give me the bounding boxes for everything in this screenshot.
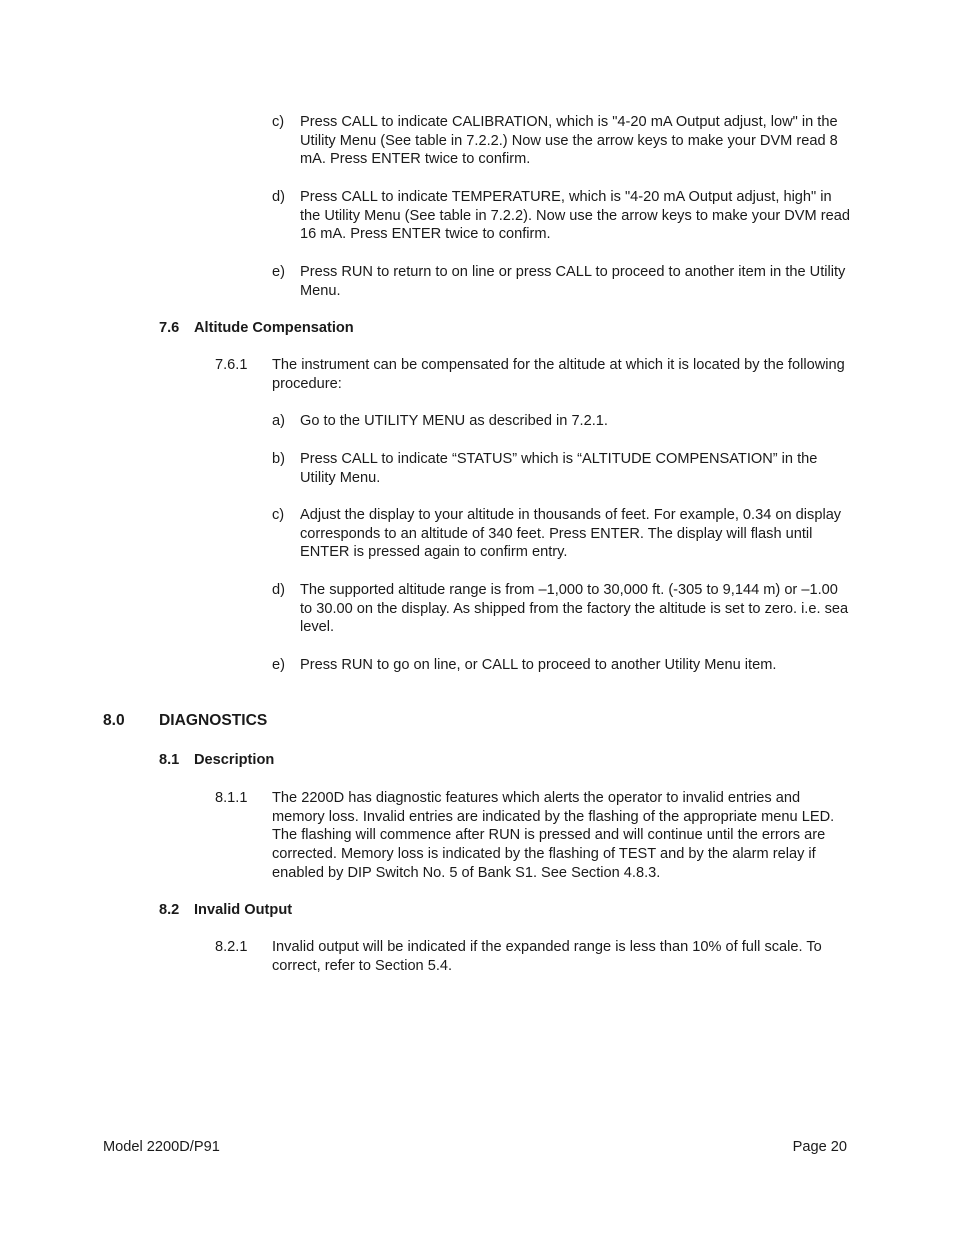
paragraph-number: 8.2.1: [215, 939, 248, 955]
footer-model: Model 2200D/P91: [103, 1139, 220, 1155]
section-title: Invalid Output: [194, 902, 293, 918]
item-label: e): [272, 657, 285, 673]
list-item: [272, 506, 852, 562]
item-label: a): [272, 413, 285, 429]
section-title: Description: [194, 752, 275, 768]
footer-page-number: Page 20: [792, 1139, 847, 1155]
item-text: Press CALL to indicate CALIBRATION, which is "4-20 mA Output adjust, low" in the Utility Menu (See table in 7.2.2.) Now use the arrow keys to make your DVM read 8 mA. Press ENTER twice to confirm.: [300, 114, 838, 168]
item-label: b): [272, 451, 285, 467]
item-label: d): [272, 582, 285, 598]
item-label: d): [272, 189, 285, 205]
paragraph-8-2-1: [215, 938, 855, 975]
item-text: Press CALL to indicate “STATUS” which is “ALTITUDE COMPENSATION” in the Utility Menu.: [300, 451, 818, 486]
item-text: Press CALL to indicate TEMPERATURE, which is "4-20 mA Output adjust, high" in the Utility Menu (See table in 7.2.2). Now use the arrow keys to make your DVM read 16 mA. Press ENTER twice to confirm.: [300, 189, 850, 243]
section-title: Altitude Compensation: [194, 320, 354, 336]
section-number: 7.6: [159, 320, 180, 336]
item-label: c): [272, 507, 285, 523]
section-heading-8-1: [159, 751, 274, 770]
item-text: Adjust the display to your altitude in thousands of feet. For example, 0.34 on display corresponds to an altitude of 340 feet. Press ENTER. The display will flash until ENTER is pressed again to confirm entry.: [300, 507, 842, 561]
paragraph-text: Invalid output will be indicated if the expanded range is less than 10% of full scale. To correct, refer to Section 5.4.: [272, 939, 822, 974]
section-number: 8.0: [103, 712, 125, 729]
section-number: 8.2: [159, 902, 180, 918]
list-item: [272, 450, 852, 487]
paragraph-number: 8.1.1: [215, 790, 248, 806]
section-title: DIAGNOSTICS: [159, 712, 268, 729]
item-label: c): [272, 114, 285, 130]
paragraph-8-1-1: [215, 789, 855, 883]
item-label: e): [272, 264, 285, 280]
item-text: Press RUN to go on line, or CALL to proceed to another Utility Menu item.: [300, 657, 777, 673]
paragraph-text: The 2200D has diagnostic features which alerts the operator to invalid entries and memory loss. Invalid entries are indicated by the flashing of the appropriate menu LED. The flashing will commence after RUN is pressed and will continue until the errors are corrected. Memory loss is indicated by the flashing of TEST and by the alarm relay if enabled by DIP Switch No. 5 of Bank S1. See Section 4.8.3.: [272, 790, 835, 881]
list-item: [272, 581, 852, 637]
paragraph-text: The instrument can be compensated for the altitude at which it is located by the following procedure:: [272, 357, 845, 392]
list-item: [272, 412, 852, 431]
section-heading-7-6: [159, 319, 354, 338]
section-heading-8-0: [103, 712, 267, 731]
list-item: [272, 263, 852, 300]
item-text: Go to the UTILITY MENU as described in 7.2.1.: [300, 413, 608, 429]
paragraph-7-6-1: [215, 356, 855, 393]
paragraph-number: 7.6.1: [215, 357, 248, 373]
item-text: Press RUN to return to on line or press CALL to proceed to another item in the Utility Menu.: [300, 264, 846, 299]
list-item: [272, 113, 852, 169]
list-item: [272, 188, 852, 244]
section-heading-8-2: [159, 901, 292, 920]
section-number: 8.1: [159, 752, 180, 768]
list-item: [272, 656, 852, 675]
item-text: The supported altitude range is from –1,000 to 30,000 ft. (-305 to 9,144 m) or –1.00 to 30.00 on the display. As shipped from the factory the altitude is set to zero. i.e. sea level.: [300, 582, 849, 636]
